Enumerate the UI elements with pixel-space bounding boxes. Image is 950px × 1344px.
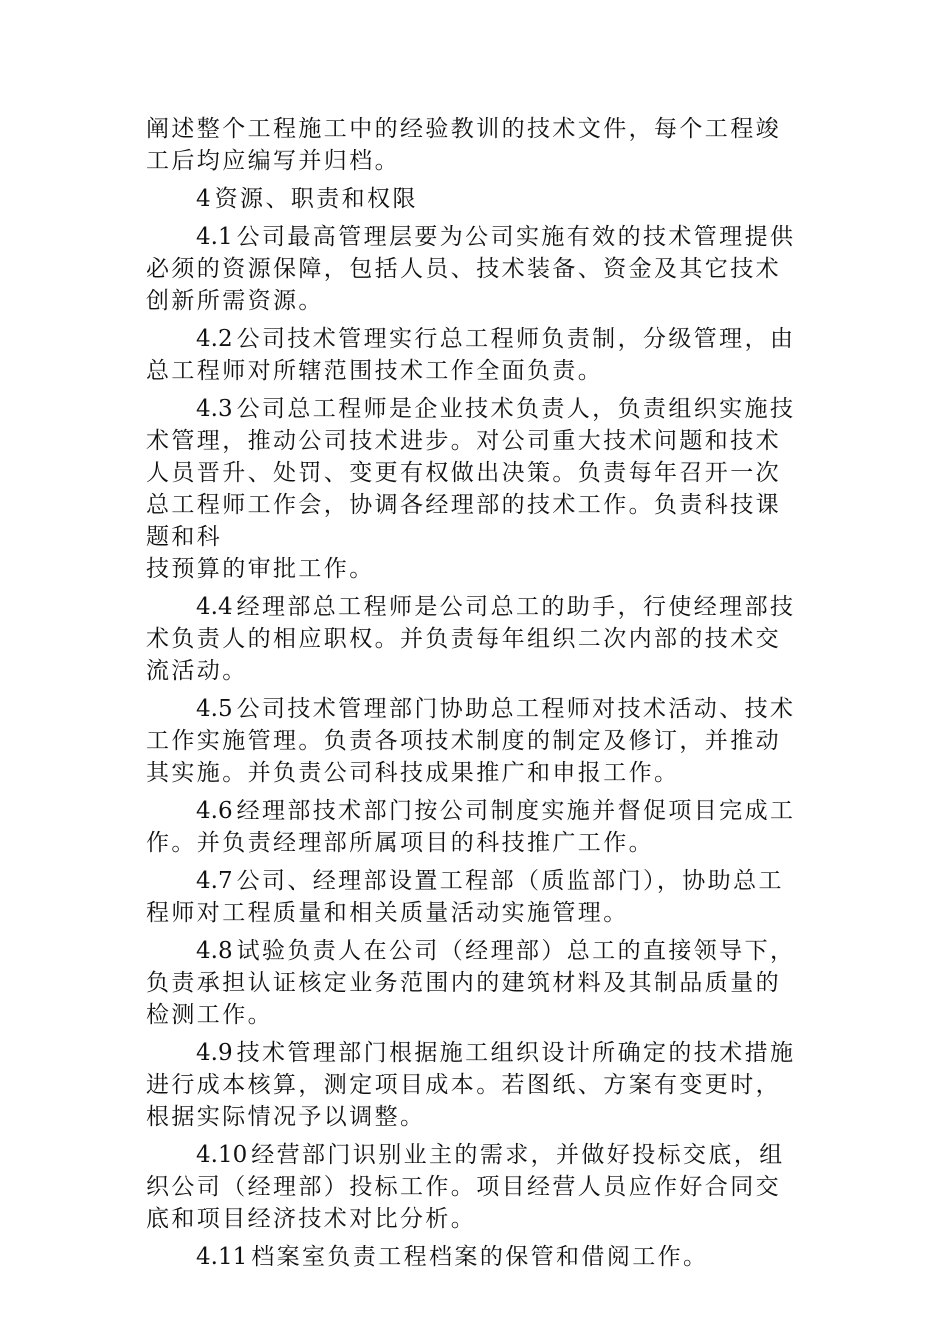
clause-4-6 bbox=[146, 795, 810, 859]
clause-4-7 bbox=[146, 865, 810, 929]
text-line: 技术管理部门根据施工组织设计所确定的技术措施 bbox=[236, 1040, 796, 1066]
text-line: 公司最高管理层要为公司实施有效的技术管理提供 bbox=[236, 224, 796, 250]
section-heading bbox=[146, 183, 810, 215]
text-line: 总工程师工作会，协调各经理部的技术工作。负责科技课 bbox=[146, 492, 781, 518]
clause-4-3 bbox=[146, 393, 810, 585]
text-line: 作。并负责经理部所属项目的科技推广工作。 bbox=[146, 830, 654, 856]
text-line: 经理部总工程师是公司总工的助手，行使经理部技 bbox=[236, 594, 796, 620]
text-line: 检测工作。 bbox=[146, 1002, 273, 1028]
clause-4-8 bbox=[146, 935, 810, 1031]
clause-number: 4.3 bbox=[196, 396, 233, 422]
text-line: 人员晋升、处罚、变更有权做出决策。负责每年召开一次 bbox=[146, 460, 781, 486]
text-line: 必须的资源保障，包括人员、技术装备、资金及其它技术 bbox=[146, 256, 781, 282]
clause-4-2 bbox=[146, 323, 810, 387]
document-page bbox=[146, 113, 810, 1273]
text-line: 档案室负责工程档案的保管和借阅工作。 bbox=[251, 1244, 709, 1270]
clause-number: 4.4 bbox=[196, 594, 233, 620]
text-line: 工后均应编写并归档。 bbox=[146, 148, 400, 174]
section-title: 资源、职责和权限 bbox=[214, 186, 418, 212]
section-number: 4 bbox=[196, 186, 211, 212]
text-line: 程师对工程质量和相关质量活动实施管理。 bbox=[146, 900, 629, 926]
clause-number: 4.11 bbox=[196, 1244, 248, 1270]
clause-number: 4.2 bbox=[196, 326, 233, 352]
clause-number: 4.5 bbox=[196, 696, 233, 722]
text-line: 底和项目经济技术对比分析。 bbox=[146, 1206, 477, 1232]
clause-number: 4.7 bbox=[196, 868, 233, 894]
text-line: 进行成本核算，测定项目成本。若图纸、方案有变更时， bbox=[146, 1072, 781, 1098]
text-line: 工作实施管理。负责各项技术制度的制定及修订，并推动 bbox=[146, 728, 781, 754]
clause-4-1 bbox=[146, 221, 810, 317]
text-line: 根据实际情况予以调整。 bbox=[146, 1104, 426, 1130]
text-line: 流活动。 bbox=[146, 658, 248, 684]
text-line: 经营部门识别业主的需求，并做好投标交底，组 bbox=[251, 1142, 785, 1168]
text-line: 阐述整个工程施工中的经验教训的技术文件，每个工程竣 bbox=[146, 116, 781, 142]
intro-paragraph bbox=[146, 113, 810, 177]
text-line: 织公司（经理部）投标工作。项目经营人员应作好合同交 bbox=[146, 1174, 781, 1200]
clause-number: 4.1 bbox=[196, 224, 233, 250]
clause-number: 4.6 bbox=[196, 798, 233, 824]
clause-4-9 bbox=[146, 1037, 810, 1133]
text-line: 公司技术管理实行总工程师负责制，分级管理，由 bbox=[236, 326, 796, 352]
text-line: 负责承担认证核定业务范围内的建筑材料及其制品质量的 bbox=[146, 970, 781, 996]
clause-number: 4.8 bbox=[196, 938, 233, 964]
clause-4-4 bbox=[146, 591, 810, 687]
text-line: 公司技术管理部门协助总工程师对技术活动、技术 bbox=[236, 696, 796, 722]
text-line: 试验负责人在公司（经理部）总工的直接领导下， bbox=[236, 938, 796, 964]
clause-number: 4.10 bbox=[196, 1142, 248, 1168]
text-line: 其实施。并负责公司科技成果推广和申报工作。 bbox=[146, 760, 680, 786]
text-line: 公司、经理部设置工程部（质监部门），协助总工 bbox=[236, 868, 784, 894]
text-line: 题和科 bbox=[146, 524, 223, 550]
clause-4-5 bbox=[146, 693, 810, 789]
text-line: 术负责人的相应职权。并负责每年组织二次内部的技术交 bbox=[146, 626, 781, 652]
clause-number: 4.9 bbox=[196, 1040, 233, 1066]
text-line: 总工程师对所辖范围技术工作全面负责。 bbox=[146, 358, 604, 384]
text-line: 术管理，推动公司技术进步。对公司重大技术问题和技术 bbox=[146, 428, 781, 454]
clause-4-11 bbox=[146, 1241, 810, 1273]
text-line: 技预算的审批工作。 bbox=[146, 556, 375, 582]
text-line: 公司总工程师是企业技术负责人，负责组织实施技 bbox=[236, 396, 796, 422]
clause-4-10 bbox=[146, 1139, 810, 1235]
text-line: 经理部技术部门按公司制度实施并督促项目完成工 bbox=[236, 798, 796, 824]
text-line: 创新所需资源。 bbox=[146, 288, 324, 314]
